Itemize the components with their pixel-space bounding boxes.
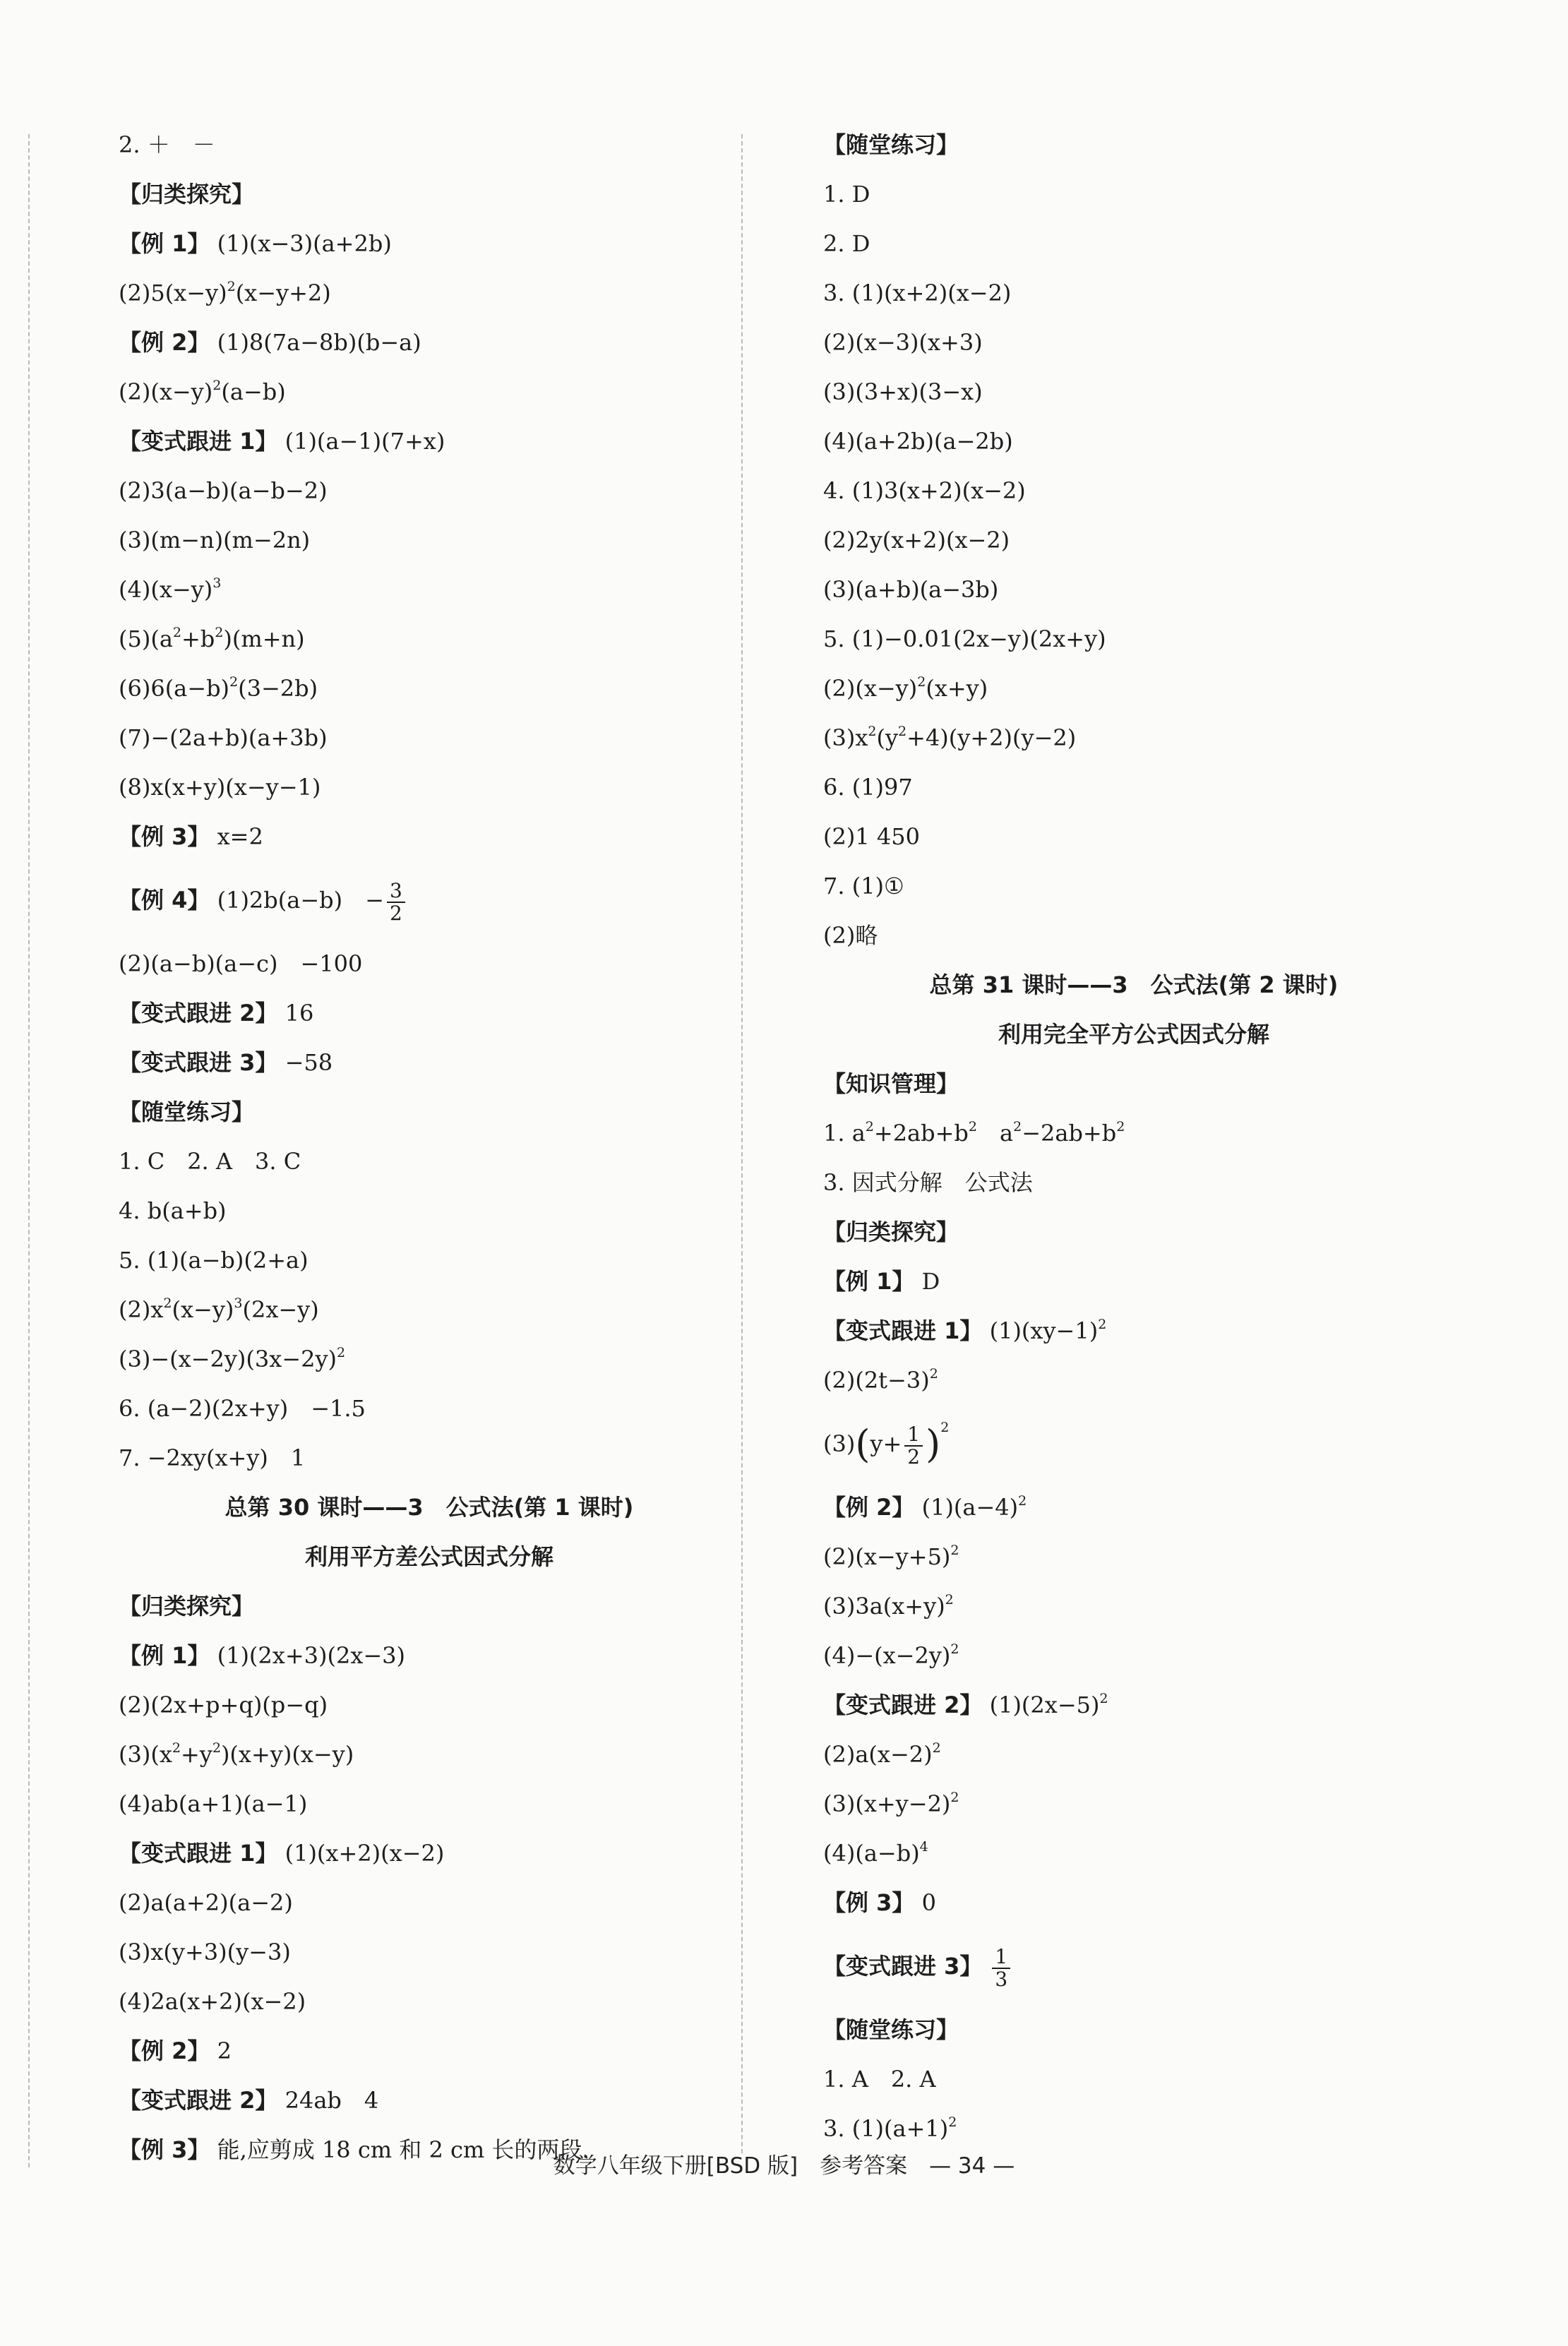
answer-line (823, 1927, 1444, 2005)
answer-text: (4)(a−b) (823, 1840, 920, 1867)
item-label: 【例 2】 (823, 1494, 915, 1521)
exponent: 4 (919, 1839, 928, 1855)
answer-text: (1)(xy−1) (982, 1317, 1099, 1344)
exponent: 2 (172, 1740, 181, 1756)
item-label: 【例 1】 (119, 230, 210, 257)
fraction (387, 880, 405, 923)
answer-line: (2)1 450 (823, 823, 920, 850)
answer-line: 5. (1)−0.01(2x−y)(2x+y) (823, 626, 1106, 652)
exponent: 2 (1098, 1317, 1107, 1332)
answer-line: 5. (1)(a−b)(2+a) (119, 1247, 309, 1274)
answer-text: 24ab 4 (277, 2087, 379, 2114)
answer-text: (2)5(x−y) (119, 280, 227, 306)
answer-line (119, 565, 740, 614)
answer-text: (2)(x−y) (823, 675, 918, 702)
answer-line: (3)(a+b)(a−3b) (823, 576, 999, 603)
answer-text: (2x−y) (242, 1296, 319, 1323)
answer-line: 1. C 2. A 3. C (119, 1148, 301, 1175)
column-divider (741, 134, 743, 2153)
answer-line (823, 1355, 1444, 1405)
answer-line (119, 1285, 740, 1334)
exponent: 2 (172, 625, 181, 640)
answer-line: (3)(m−n)(m−2n) (119, 527, 311, 553)
item-label: 【例 3】 (823, 1889, 915, 1916)
section-heading: 【知识管理】 (823, 1070, 959, 1097)
answer-text: (x−y+2) (235, 280, 331, 306)
answer-line: (2)3(a−b)(a−b−2) (119, 477, 328, 504)
answer-line (823, 1878, 1444, 1927)
exponent: 2 (865, 1119, 874, 1135)
answer-text: (2)(2t−3) (823, 1367, 930, 1394)
item-label: 【变式跟进 2】 (119, 1000, 278, 1027)
answer-line: 2. D (823, 230, 870, 257)
item-label: 【变式跟进 3】 (823, 1953, 983, 1980)
answer-line (823, 1257, 1444, 1306)
answer-text: 1. a (823, 1120, 866, 1147)
answer-text: 0 (914, 1889, 936, 1916)
answer-line: (2)(a−b)(a−c) −100 (119, 950, 363, 977)
answer-line: (3)(3+x)(3−x) (823, 378, 983, 405)
answer-text: +b (181, 626, 215, 652)
answer-text: +2ab+b (873, 1120, 969, 1147)
big-paren-right: ) (926, 1422, 941, 1466)
answer-line: (2)a(a+2)(a−2) (119, 1889, 293, 1916)
exponent: 2 (212, 1740, 221, 1756)
exponent: 2 (1116, 1119, 1125, 1135)
answer-text: +4)(y+2)(y−2) (906, 724, 1077, 751)
exponent: 2 (917, 674, 926, 690)
answer-text: (3) (823, 1430, 856, 1457)
exponent: 2 (868, 724, 877, 739)
answer-line: 6. (a−2)(2x+y) −1.5 (119, 1395, 366, 1422)
exponent: 2 (229, 674, 239, 690)
answer-text: (x−y) (172, 1296, 234, 1323)
answer-text: 2 (210, 2037, 232, 2064)
exponent: 2 (968, 1119, 977, 1135)
left-column (119, 120, 740, 2174)
exponent: 2 (337, 1345, 346, 1360)
answer-line (823, 1483, 1444, 1532)
item-label: 【变式跟进 2】 (119, 2087, 278, 2114)
answer-line: 6. (1)97 (823, 774, 913, 801)
exponent: 2 (950, 1641, 959, 1657)
answer-text: +y (180, 1741, 213, 1768)
answer-line (119, 812, 740, 861)
item-label: 【例 2】 (119, 329, 210, 356)
answer-line (823, 1779, 1444, 1829)
page-footer: 数学八年级下册[BSD 版] 参考答案 — 34 — (553, 2153, 1015, 2179)
section-heading: 【随堂练习】 (823, 131, 959, 158)
answer-line (823, 1829, 1444, 1878)
item-label: 【变式跟进 1】 (119, 428, 278, 455)
answer-line: 3. (1)(x+2)(x−2) (823, 280, 1012, 306)
answer-line: (8)x(x+y)(x−y−1) (119, 774, 321, 801)
item-label: 【例 3】 (119, 2136, 210, 2163)
answer-text: (3−2b) (238, 675, 318, 702)
exponent: 2 (227, 279, 236, 294)
exponent: 2 (1018, 1493, 1027, 1509)
denominator: 2 (904, 1445, 923, 1467)
answer-line: (7)−(2a+b)(a+3b) (119, 724, 328, 751)
answer-line (119, 268, 740, 318)
answer-text: )(x+y)(x−y) (220, 1741, 354, 1768)
answer-text: x=2 (210, 823, 263, 850)
answer-text: a (977, 1120, 1014, 1147)
exponent: 2 (215, 625, 224, 640)
lesson-subtitle: 利用完全平方公式因式分解 (998, 1021, 1269, 1048)
right-column (823, 120, 1444, 2153)
exponent: 2 (929, 1366, 938, 1382)
answer-text: (4)−(x−2y) (823, 1642, 951, 1669)
answer-line (823, 1108, 1444, 1158)
item-label: 【例 1】 (119, 1642, 210, 1669)
item-label: 【例 2】 (119, 2037, 210, 2064)
section-heading: 【归类探究】 (119, 181, 255, 208)
exponent: 2 (1099, 1691, 1108, 1706)
item-label: 【例 4】 (119, 887, 210, 914)
answer-line: 2. ＋ － (119, 131, 215, 158)
fraction (904, 1424, 923, 1467)
left-margin-rule (28, 134, 30, 2167)
answer-line: 3. 因式分解 公式法 (823, 1169, 1033, 1196)
answer-text: (5)(a (119, 626, 173, 652)
answer-text: (3)−(x−2y)(3x−2y) (119, 1346, 337, 1372)
answer-line: (4)2a(x+2)(x−2) (119, 1988, 306, 2015)
answer-line: 7. (1)① (823, 873, 904, 899)
answer-text: 3. (1)(a+1) (823, 2115, 949, 2142)
answer-text: −58 (277, 1049, 333, 1076)
answer-line: (4)ab(a+1)(a−1) (119, 1790, 308, 1817)
answer-line (119, 367, 740, 417)
answer-line: 4. (1)3(x+2)(x−2) (823, 477, 1026, 504)
lesson-title: 总第 30 课时——3 公式法(第 1 课时) (225, 1494, 634, 1521)
lesson-subtitle: 利用平方差公式因式分解 (304, 1543, 553, 1570)
exponent: 2 (898, 724, 907, 739)
answer-line (119, 1038, 740, 1087)
answer-text: (2)a(x−2) (823, 1741, 933, 1768)
numerator: 3 (389, 879, 402, 903)
item-label: 【变式跟进 1】 (119, 1840, 278, 1867)
answer-line (823, 1631, 1444, 1680)
answer-text: (3)3a(x+y) (823, 1593, 945, 1620)
answer-line (119, 614, 740, 664)
item-label: 【例 1】 (823, 1268, 915, 1295)
answer-line: (4)(a+2b)(a−2b) (823, 428, 1013, 455)
exponent: 3 (234, 1295, 243, 1311)
denominator: 3 (992, 1968, 1010, 1989)
answer-line (823, 713, 1444, 762)
answer-text: (6)6(a−b) (119, 675, 230, 702)
answer-line: 7. −2xy(x+y) 1 (119, 1444, 306, 1471)
numerator: 1 (907, 1423, 921, 1447)
answer-line (823, 1405, 1444, 1483)
answer-text: (2)(x−y+5) (823, 1543, 951, 1570)
answer-line (823, 1532, 1444, 1581)
exponent: 2 (932, 1740, 941, 1756)
answer-text: (3)x (823, 724, 868, 751)
answer-line: (2)2y(x+2)(x−2) (823, 527, 1010, 553)
answer-line (823, 1581, 1444, 1631)
fraction (992, 1946, 1010, 1989)
big-paren-left: ( (855, 1422, 870, 1466)
answer-line: 4. b(a+b) (119, 1197, 227, 1224)
answer-text: (2)x (119, 1296, 164, 1323)
section-heading: 【随堂练习】 (823, 2016, 959, 2043)
answer-line: (3)x(y+3)(y−3) (119, 1939, 291, 1965)
answer-text: (1)(2x+3)(2x−3) (210, 1642, 406, 1669)
answer-line (823, 1680, 1444, 1730)
answer-text: (1)(2x−5) (982, 1692, 1100, 1718)
answer-line (823, 1730, 1444, 1779)
answer-line (119, 417, 740, 466)
answer-line (119, 2026, 740, 2076)
exponent: 2 (948, 2114, 957, 2130)
item-label: 【变式跟进 1】 (823, 1317, 983, 1344)
answer-line: 1. A 2. A (823, 2066, 936, 2093)
item-label: 【例 3】 (119, 823, 210, 850)
answer-text: 16 (277, 1000, 314, 1027)
answer-line (119, 1730, 740, 1779)
answer-text: 能,应剪成 18 cm 和 2 cm 长的两段. (210, 2136, 590, 2163)
section-heading: 【随堂练习】 (119, 1099, 255, 1125)
answer-line (119, 861, 740, 939)
exponent: 2 (163, 1295, 172, 1311)
answer-text: (1)(a−4) (914, 1494, 1019, 1521)
answer-text: (2)(x−y) (119, 378, 213, 405)
exponent: 3 (213, 575, 222, 591)
denominator: 2 (387, 902, 405, 923)
answer-line (119, 318, 740, 367)
answer-line (119, 2076, 740, 2125)
section-heading: 【归类探究】 (119, 1593, 255, 1620)
answer-line: (2)(x−3)(x+3) (823, 329, 983, 356)
exponent: 2 (1013, 1119, 1022, 1135)
answer-line (119, 1829, 740, 1878)
answer-line (119, 988, 740, 1038)
exponent: 2 (950, 1543, 959, 1558)
answer-text: (1)8(7a−8b)(b−a) (210, 329, 421, 356)
answer-text: (1)(a−1)(7+x) (277, 428, 445, 455)
answer-line (823, 664, 1444, 713)
answer-text: D (914, 1268, 940, 1295)
answer-line (119, 664, 740, 713)
answer-text: (3)(x (119, 1741, 172, 1768)
answer-text: (1)(x+2)(x−2) (277, 1840, 445, 1867)
answer-text: (1)(x−3)(a+2b) (210, 230, 392, 257)
answer-line: (2)(2x+p+q)(p−q) (119, 1692, 328, 1718)
answer-text: )(m+n) (223, 626, 305, 652)
answer-line (119, 1334, 740, 1384)
numerator: 1 (995, 1945, 1008, 1969)
answer-text: (3)(x+y−2) (823, 1790, 951, 1817)
answer-text: (y (876, 724, 899, 751)
exponent: 2 (950, 1790, 959, 1805)
item-label: 【变式跟进 3】 (119, 1049, 278, 1076)
exponent: 2 (940, 1420, 950, 1435)
answer-line: (2)略 (823, 922, 878, 949)
exponent: 2 (213, 378, 222, 393)
exponent: 2 (945, 1592, 954, 1608)
answer-line (823, 1306, 1444, 1355)
answer-text: −2ab+b (1022, 1120, 1117, 1147)
answer-text: y+ (870, 1430, 902, 1457)
answer-text: (a−b) (221, 378, 286, 405)
answer-line (119, 1631, 740, 1680)
answer-line: 1. D (823, 181, 870, 208)
answer-line (119, 219, 740, 268)
item-label: 【变式跟进 2】 (823, 1692, 983, 1718)
lesson-title: 总第 31 课时——3 公式法(第 2 课时) (929, 971, 1339, 998)
answer-text: (4)(x−y) (119, 576, 213, 603)
section-heading: 【归类探究】 (823, 1219, 959, 1245)
answer-text: (1)2b(a−b) − (210, 887, 384, 914)
answer-text: (x+y) (926, 675, 988, 702)
answer-line (823, 2104, 1444, 2153)
